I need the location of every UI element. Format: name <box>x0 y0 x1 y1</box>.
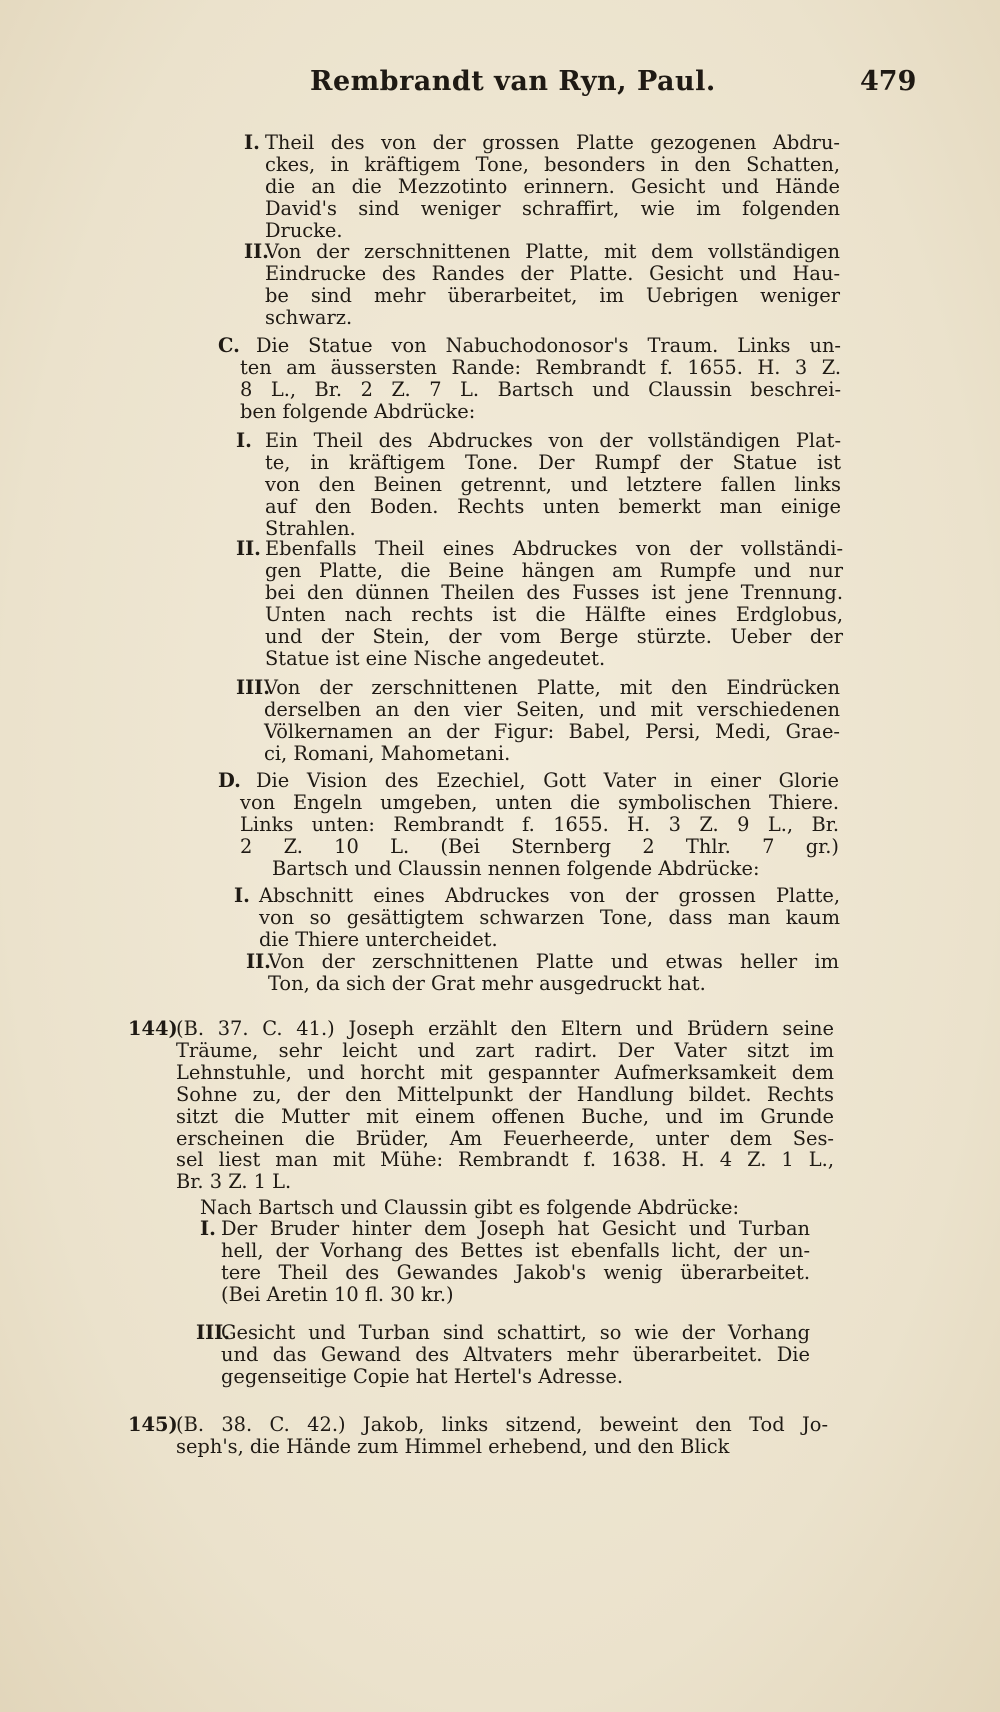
block-label: III. <box>236 676 270 699</box>
block-label: C. <box>218 334 240 357</box>
text-line: te, in kräftigem Tone. Der Rumpf der Statue ist <box>265 450 841 474</box>
text-line: Völkernamen an der Figur: Babel, Persi, Medi, Grae- <box>264 719 840 743</box>
text-line: erscheinen die Brüder, Am Feuerheerde, unter dem Ses- <box>176 1126 834 1150</box>
text-line: Abschnitt eines Abdruckes von der grossen Platte, <box>259 884 840 907</box>
text-line: Ebenfalls Theil eines Abdruckes von der vollständi- <box>265 537 843 560</box>
text-line: und der Stein, der vom Berge stürzte. Ueber der <box>265 624 843 648</box>
text-line: Links unten: Rembrandt f. 1655. H. 3 Z. 9 L., Br. <box>240 812 839 836</box>
text-line: gen Platte, die Beine hängen am Rumpfe und nur <box>265 558 843 582</box>
text-line: derselben an den vier Seiten, und mit verschiedenen <box>264 697 840 721</box>
text-line: 2 Z. 10 L. (Bei Sternberg 2 Thlr. 7 gr.) <box>240 834 839 858</box>
block-label: I. <box>234 884 250 907</box>
text-line: Unten nach rechts ist die Hälfte eines Erdglobus, <box>265 602 843 626</box>
text-line: Eindrucke des Randes der Platte. Gesicht und Hau- <box>265 261 840 285</box>
text-line: 8 L., Br. 2 Z. 7 L. Bartsch und Claussin beschrei- <box>240 377 841 401</box>
text-line: schwarz. <box>265 305 353 329</box>
text-line: Ton, da sich der Grat mehr ausgedruckt hat. <box>268 971 706 995</box>
text-line: seph's, die Hände zum Himmel erhebend, und den Blick <box>176 1434 730 1458</box>
text-line: von Engeln umgeben, unten die symbolischen Thiere. <box>240 790 839 814</box>
text-line: Sohne zu, der den Mittelpunkt der Handlung bildet. Rechts <box>176 1082 834 1106</box>
text-line: (Bei Aretin 10 fl. 30 kr.) <box>221 1282 454 1306</box>
text-line: gegenseitige Copie hat Hertel's Adresse. <box>221 1364 623 1388</box>
block-label: I. <box>236 429 252 452</box>
page-number: 479 <box>860 66 917 97</box>
text-line: Ein Theil des Abdruckes von der vollständigen Plat- <box>265 429 841 452</box>
text-line: Bartsch und Claussin nennen folgende Abdrücke: <box>272 856 760 880</box>
text-line: Träume, sehr leicht und zart radirt. Der Vater sitzt im <box>176 1038 834 1062</box>
text-line: be sind mehr überarbeitet, im Uebrigen weniger <box>265 283 840 307</box>
text-line: Von der zerschnittenen Platte, mit dem vollständigen <box>265 240 840 263</box>
text-line: auf den Boden. Rechts unten bemerkt man einige <box>265 494 841 518</box>
text-line: Von der zerschnittenen Platte, mit den Eindrücken <box>264 676 840 699</box>
text-line: Nach Bartsch und Claussin gibt es folgende Abdrücke: <box>200 1196 740 1219</box>
text-line: David's sind weniger schraffirt, wie im folgenden <box>265 196 840 220</box>
text-line: von den Beinen getrennt, und letztere fallen links <box>265 472 841 496</box>
text-line: Der Bruder hinter dem Joseph hat Gesicht und Turban <box>221 1217 810 1240</box>
text-line: Br. 3 Z. 1 L. <box>176 1170 292 1194</box>
text-line: Von der zerschnittenen Platte und etwas heller im <box>268 950 839 973</box>
text-line: (B. 37. C. 41.) Joseph erzählt den Eltern und Brüdern seine <box>176 1017 834 1040</box>
text-line: Statue ist eine Nische angedeutet. <box>265 646 606 670</box>
text-line: tere Theil des Gewandes Jakob's wenig überarbeitet. <box>221 1260 810 1284</box>
text-line: die an die Mezzotinto erinnern. Gesicht und Hände <box>265 174 840 198</box>
text-line: sel liest man mit Mühe: Rembrandt f. 1638. H. 4 Z. 1 L., <box>176 1148 834 1172</box>
text-line: Theil des von der grossen Platte gezogenen Abdru- <box>265 131 840 154</box>
block-label: II. <box>244 240 269 263</box>
text-line: von so gesättigtem schwarzen Tone, dass man kaum <box>259 905 840 929</box>
text-line: ten am äussersten Rande: Rembrandt f. 1655. H. 3 Z. <box>240 355 841 379</box>
text-line: Gesicht und Turban sind schattirt, so wie der Vorhang <box>221 1321 810 1344</box>
block-label: II. <box>246 950 271 973</box>
page-header <box>0 66 1000 106</box>
running-title: Rembrandt van Ryn, Paul. <box>310 66 716 97</box>
block-label: 144) <box>128 1017 178 1040</box>
block-label: II. <box>236 537 261 560</box>
text-line: ben folgende Abdrücke: <box>240 399 476 423</box>
block-label: III. <box>196 1321 230 1344</box>
block-label: D. <box>218 769 241 792</box>
text-line: bei den dünnen Theilen des Fusses ist jene Trennung. <box>265 580 843 604</box>
text-line: ci, Romani, Mahometani. <box>264 741 511 765</box>
text-line: Drucke. <box>265 218 343 242</box>
text-line: und das Gewand des Altvaters mehr überarbeitet. Die <box>221 1342 810 1366</box>
text-line: ckes, in kräftigem Tone, besonders in den Schatten, <box>265 152 840 176</box>
text-line: Die Statue von Nabuchodonosor's Traum. Links un- <box>256 334 841 357</box>
text-line: die Thiere untercheidet. <box>259 927 498 951</box>
text-line: (B. 38. C. 42.) Jakob, links sitzend, beweint den Tod Jo- <box>176 1413 828 1436</box>
block-label: I. <box>200 1217 216 1240</box>
text-line: hell, der Vorhang des Bettes ist ebenfalls licht, der un- <box>221 1238 810 1262</box>
text-line: Lehnstuhle, und horcht mit gespannter Aufmerksamkeit dem <box>176 1060 834 1084</box>
block-label: I. <box>244 131 260 154</box>
text-line: Die Vision des Ezechiel, Gott Vater in einer Glorie <box>256 769 839 792</box>
block-label: 145) <box>128 1413 178 1436</box>
text-line: Strahlen. <box>265 516 356 540</box>
text-line: sitzt die Mutter mit einem offenen Buche, und im Grunde <box>176 1104 834 1128</box>
